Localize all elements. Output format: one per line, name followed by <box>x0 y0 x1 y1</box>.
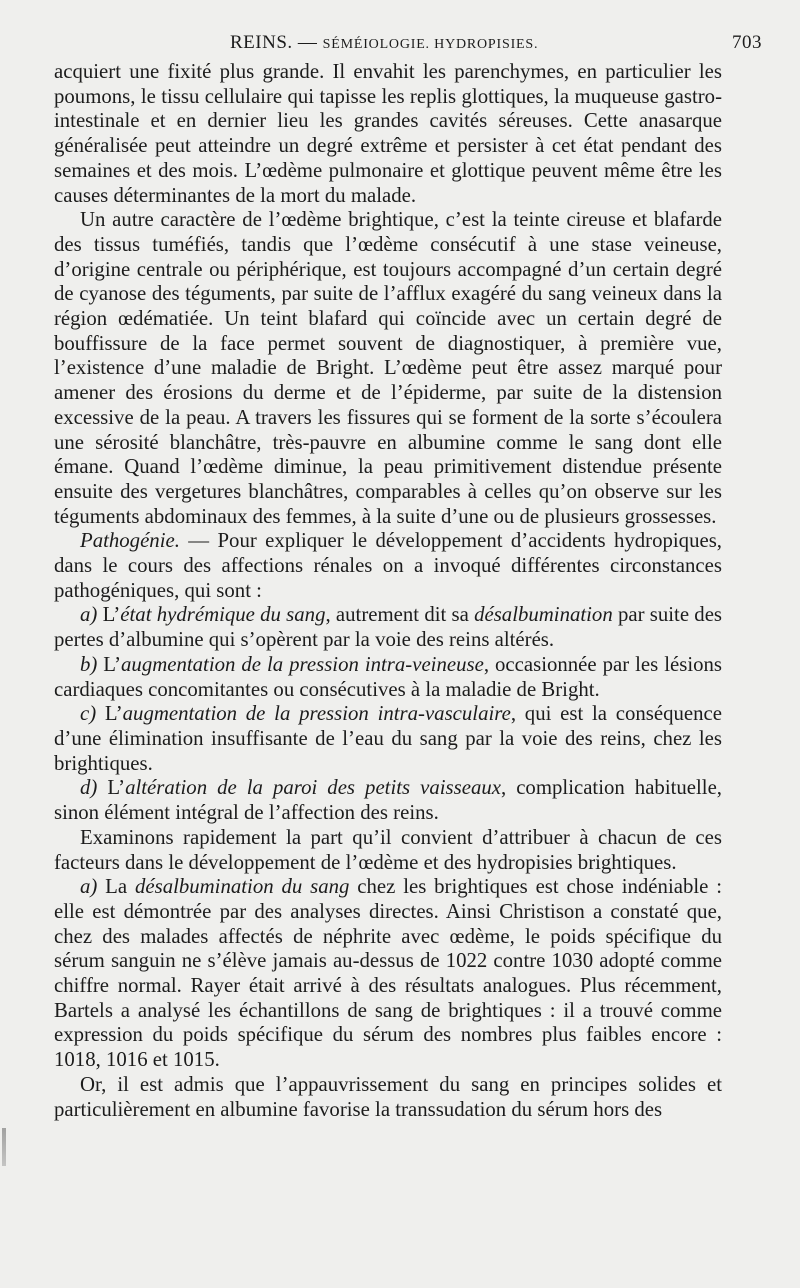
list-marker: a) <box>80 875 98 899</box>
running-head <box>54 30 762 60</box>
paragraph-final: Or, il est admis que l’appauvrissement du sang en principes solides et particulièrement en albumine favorise la transsudation du sérum hors des <box>54 1072 722 1121</box>
list-text-pre: L’ <box>97 652 122 676</box>
paragraph-2: Un autre caractère de l’œdème brightique, c’est la teinte cireuse et blafarde des tissus tuméfiés, tandis que l’œdème consécutif à une stase veineuse, d’origine centrale ou périphérique, est toujours accompagné d’un certain degré de cyanose des téguments, par suite de l’afflux exagéré du sang veineux dans la région œdématiée. Un teint blafard qui coïncide avec un certain degré de bouffissure de la face permet souvent de diagnostiquer, à première vue, l’existence d’une maladie de Bright. L’œdème peut être assez marqué pour amener des érosions du derme et de l’épiderme, par suite de la distension excessive de la peau. A travers les fissures qui se forment de la sorte s’écoulera une sérosité blanchâtre, très-pauvre en albumine comme le sang dont elle émane. Quand l’œdème diminue, la peau primitivement distendue présente ensuite des vergetures blanchâtres, comparables à celles qu’on observe sur les téguments abdominaux des femmes, à la suite d’une ou de plusieurs grossesses. <box>54 208 722 528</box>
list-item-b <box>54 653 722 702</box>
list-text-post: , occasionnée par les lésions cardiaques concomitantes ou consécutives à la maladie de Bright. <box>54 652 723 701</box>
running-title-main: REINS. — <box>230 32 318 53</box>
running-title-sub: SÉMÉIOLOGIE. HYDROPISIES. <box>322 37 539 52</box>
list-marker: c) <box>80 702 97 726</box>
list-item-emphasis: état hydrémique du sang <box>120 603 326 627</box>
list-marker: b) <box>80 652 98 676</box>
paragraph-examinons: Examinons rapidement la part qu’il convient d’attribuer à chacun de ces facteurs dans le développement de l’œdème et des hydropisies brightiques. <box>54 825 722 874</box>
list-text-pre: L’ <box>96 702 123 726</box>
list-item-emphasis-2: désalbumination <box>474 603 613 627</box>
list-text-post: chez les brightiques est chose indéniable : elle est démontrée par des analyses directes. Ainsi Christison a constaté que, chez des malades affectés de néphrite avec œdème, le poids spécifique du sérum sanguin ne s’élève jamais au-dessus de 1022 contre 1030 adopté comme chiffre normal. Rayer était arrivé à des résultats analogues. Plus récemment, Bartels a analysé les échantillons de sang de brightiques : il a trouvé comme expression du poids spécifique du sérum des nombres plus faibles encore : 1018, 1016 et 1015. <box>54 875 722 1072</box>
list-text-post: par suite des pertes d’albumine qui s’opèrent par la voie des reins altérés. <box>54 603 723 652</box>
list-text-pre: L’ <box>97 603 121 627</box>
list-item-c <box>54 702 722 776</box>
paragraph-pathogenie <box>54 529 722 603</box>
list-marker: a) <box>80 603 98 627</box>
list-item-emphasis: désalbumination du sang <box>134 875 350 899</box>
list-item-emphasis: augmentation de la pression intra-vasculaire <box>122 702 511 726</box>
list-item-a <box>54 603 722 652</box>
running-title <box>230 32 538 54</box>
list-item-d <box>54 776 722 825</box>
page-number: 703 <box>732 32 762 53</box>
body-text <box>54 60 722 1122</box>
list-item-emphasis: augmentation de la pression intra-veineuse <box>121 652 484 676</box>
list-text-mid: , autrement dit sa <box>325 603 475 627</box>
list-text-post: , complication habituelle, sinon élément intégral de l’affection des reins. <box>54 776 723 825</box>
list-item-emphasis: altération de la paroi des petits vaisseaux <box>125 776 501 800</box>
paragraph-1: acquiert une fixité plus grande. Il envahit les parenchymes, en particulier les poumons, le tissu cellulaire qui tapisse les replis glottiques, la muqueuse gastro-intestinale et en dernier lieu les grandes cavités séreuses. Cette anasarque généralisée peut atteindre un degré extrême et persister à cet état pendant des semaines et des mois. L’œdème pulmonaire et glottique peuvent même être les causes déterminantes de la mort du malade. <box>54 60 722 207</box>
list-text-pre: La <box>97 875 135 899</box>
list-text-pre: L’ <box>97 776 126 800</box>
list-text-post: , qui est la conséquence d’une élimination insuffisante de l’eau du sang par la voie des reins, chez les brightiques. <box>54 702 723 775</box>
list-marker: d) <box>80 776 98 800</box>
paragraph-text: — Pour expliquer le développement d’accidents hydropiques, dans le cours des affections rénales on a invoqué différentes circonstances pathogéniques, qui sont : <box>54 529 722 602</box>
section-heading-pathogenie: Pathogénie. <box>80 529 180 553</box>
page-edge-mark <box>2 1128 6 1166</box>
list-item-a-desalbumination <box>54 875 722 1073</box>
